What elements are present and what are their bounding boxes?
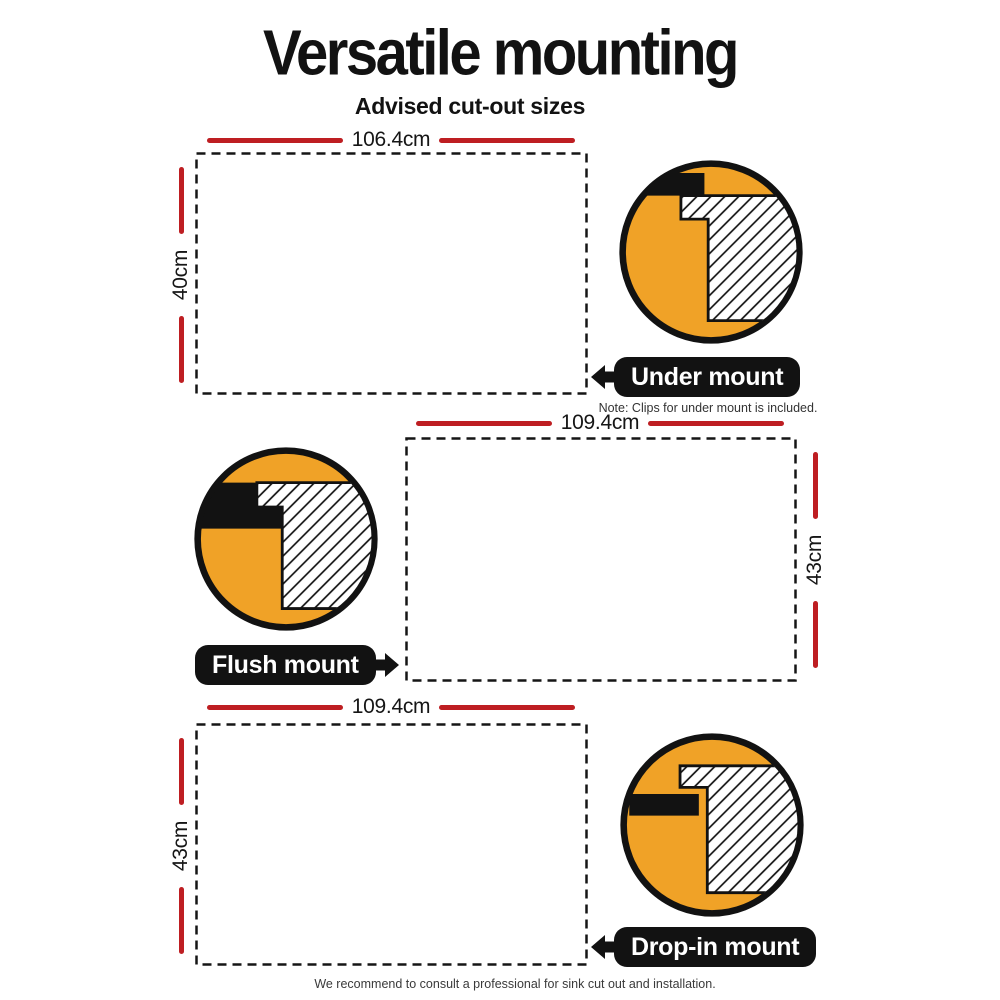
drop-in-mount-height-dimension: [163, 738, 199, 954]
dimension-line: [439, 138, 575, 143]
under-mount-callout: [591, 357, 800, 397]
drop-in-mount-cross-section-icon: [618, 731, 806, 919]
dimension-line: [813, 601, 818, 668]
flush-mount-label-pill: Flush mount: [195, 645, 376, 685]
flush-mount-cross-section-icon: [192, 445, 380, 633]
page-subtitle: Advised cut-out sizes: [354, 93, 586, 119]
page-title-text: Versatile mounting: [263, 17, 737, 89]
dimension-line: [207, 138, 343, 143]
flush-mount-cutout-rectangle: [405, 437, 797, 682]
under-mount-label-pill: Under mount: [614, 357, 800, 397]
under-mount-note: Note: Clips for under mount is included.: [598, 401, 818, 415]
dimension-line: [813, 452, 818, 519]
under-mount-cutout-rectangle: [195, 152, 588, 395]
flush-mount-height-dimension: [797, 452, 833, 668]
under-mount-width-label: 106.4cm: [351, 128, 431, 151]
drop-in-mount-height-label-box: [166, 814, 196, 878]
dimension-line: [179, 887, 184, 954]
under-mount-width-dimension: [207, 127, 575, 153]
dimension-line: [648, 421, 784, 426]
flush-mount-height-label-box: [800, 528, 830, 592]
dimension-line: [416, 421, 552, 426]
under-mount-height-label-box: [166, 243, 196, 307]
dimension-line: [179, 316, 184, 383]
footer-disclaimer: We recommend to consult a professional for sink cut out and installation.: [314, 977, 716, 991]
page-title: [0, 16, 1000, 89]
dimension-line: [179, 738, 184, 805]
right-arrow-icon: [373, 650, 399, 680]
flush-mount-width-label: 109.4cm: [560, 411, 640, 434]
dimension-line: [179, 167, 184, 234]
under-mount-height-dimension: [163, 167, 199, 383]
flush-mount-callout: [195, 645, 399, 685]
under-mount-cross-section-icon: [617, 158, 805, 346]
drop-in-mount-callout: [591, 927, 816, 967]
drop-in-mount-width-dimension: [207, 694, 575, 720]
drop-in-mount-label-pill: Drop-in mount: [614, 927, 816, 967]
flush-mount-width-dimension: [416, 410, 784, 436]
flush-mount-height-label: 43cm: [803, 534, 826, 586]
dimension-line: [439, 705, 575, 710]
drop-in-mount-height-label: 43cm: [169, 820, 192, 872]
dimension-line: [207, 705, 343, 710]
drop-in-mount-width-label: 109.4cm: [351, 695, 431, 718]
drop-in-mount-cutout-rectangle: [195, 723, 588, 966]
under-mount-height-label: 40cm: [169, 249, 192, 301]
